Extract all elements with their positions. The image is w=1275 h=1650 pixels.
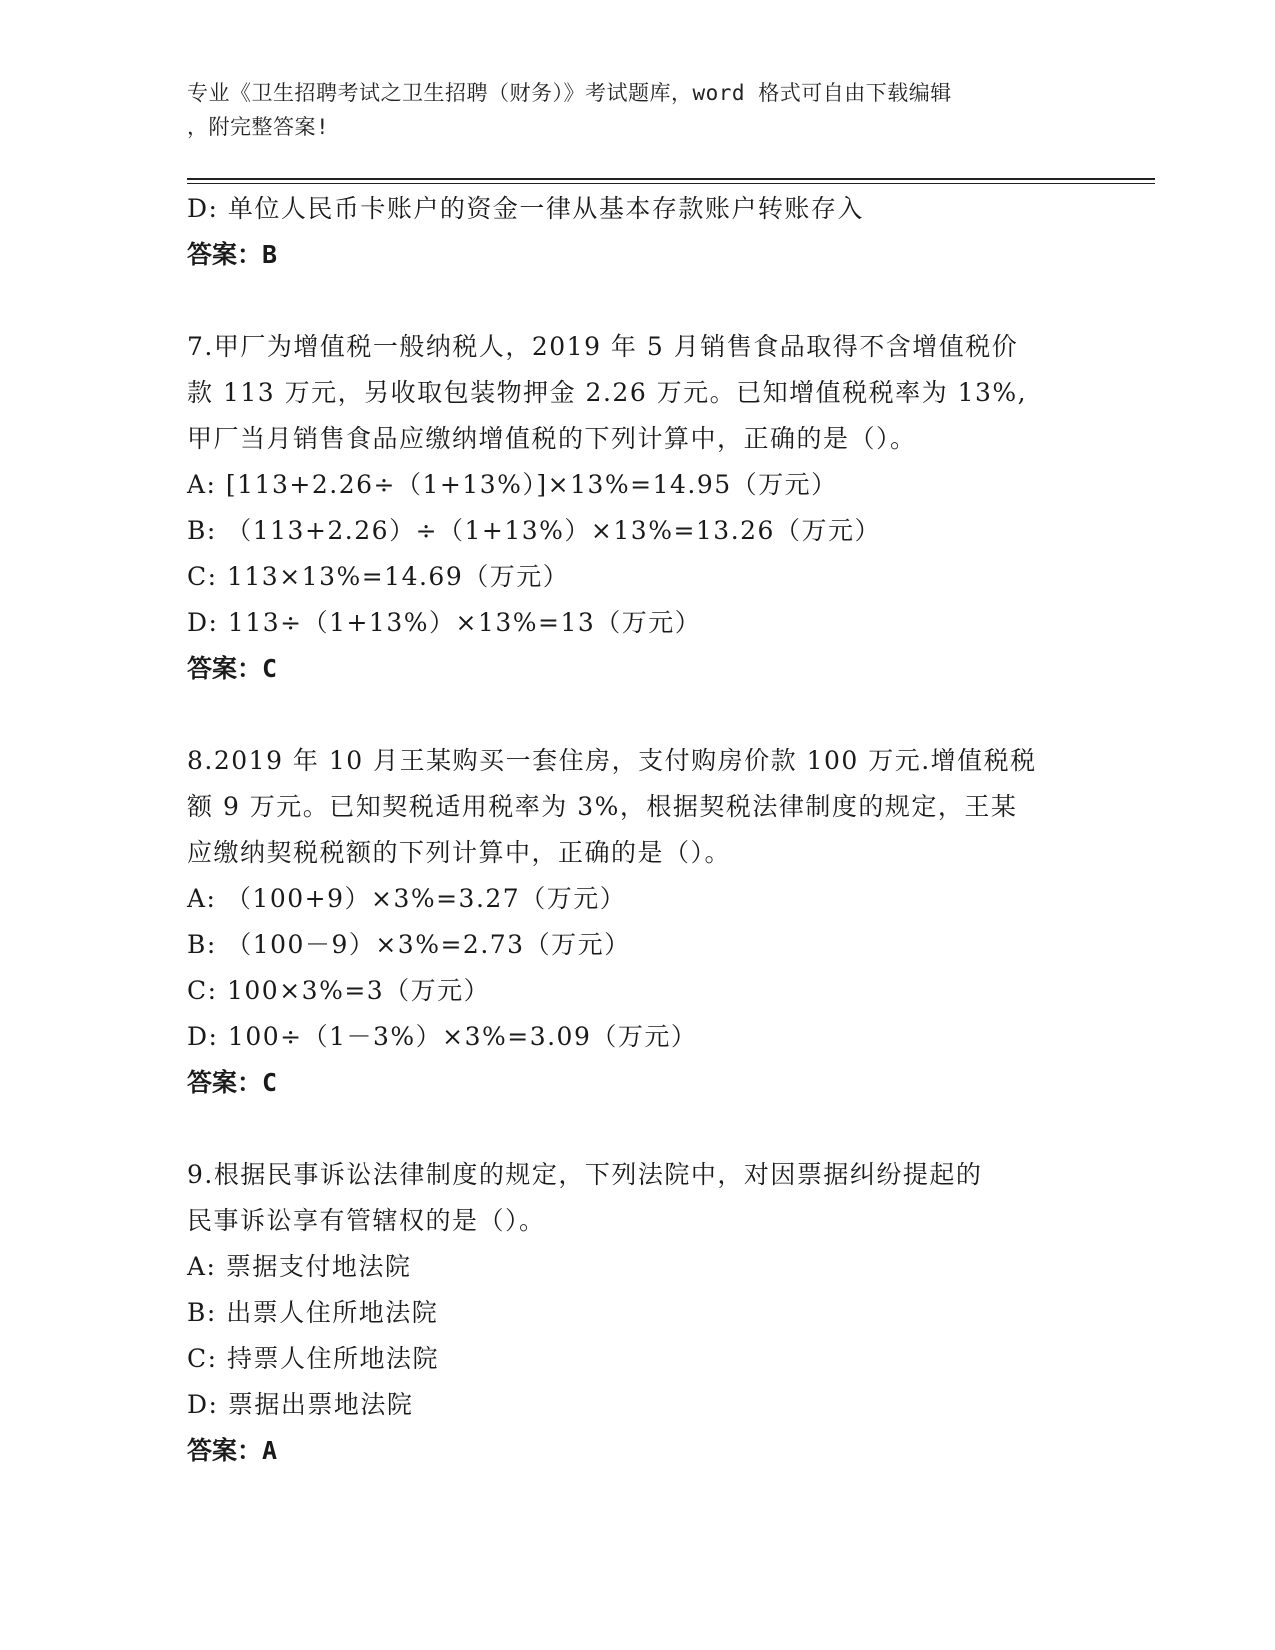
option-d: D: 100÷（1－3%）×3%=3.09（万元） (187, 1022, 698, 1051)
option-a: A: [113+2.26÷（1+13%）]×13%=14.95（万元） (187, 470, 838, 499)
question-content (187, 186, 1087, 1474)
question-stem: 9.根据民事诉讼法律制度的规定，下列法院中，对因票据纠纷提起的 (187, 1160, 983, 1189)
question-7 (187, 324, 1087, 692)
option-d: D: 单位人民币卡账户的资金一律从基本存款账户转账存入 (187, 194, 864, 223)
option-b: B: （113+2.26）÷（1+13%）×13%=13.26（万元） (187, 516, 881, 545)
question-6-tail (187, 186, 1087, 278)
answer: 答案：B (187, 240, 278, 269)
header-divider-thin (187, 183, 1155, 184)
header-line: 专业《卫生招聘考试之卫生招聘（财务）》考试题库，word 格式可自由下载编辑 (187, 81, 952, 105)
question-8 (187, 738, 1087, 1106)
question-stem: 民事诉讼享有管辖权的是（）。 (187, 1206, 546, 1235)
option-a: A: 票据支付地法院 (187, 1252, 412, 1281)
question-stem: 额 9 万元。已知契税适用税率为 3%，根据契税法律制度的规定，王某 (187, 792, 1018, 821)
header-line: ，附完整答案! (187, 115, 330, 139)
page-header (187, 76, 1077, 144)
answer: 答案：A (187, 1436, 278, 1465)
question-stem: 8.2019 年 10 月王某购买一套住房，支付购房价款 100 万元.增值税税 (187, 746, 1037, 775)
question-stem: 款 113 万元，另收取包装物押金 2.26 万元。已知增值税税率为 13%, (187, 378, 1028, 407)
question-stem: 7.甲厂为增值税一般纳税人，2019 年 5 月销售食品取得不含增值税价 (187, 332, 1019, 361)
question-stem: 甲厂当月销售食品应缴纳增值税的下列计算中，正确的是（）。 (187, 424, 917, 453)
option-c: C: 100×3%=3（万元） (187, 976, 491, 1005)
option-d: D: 票据出票地法院 (187, 1390, 414, 1419)
option-d: D: 113÷（1+13%）×13%=13（万元） (187, 608, 702, 637)
option-a: A: （100+9）×3%=3.27（万元） (187, 884, 627, 913)
question-9 (187, 1152, 1087, 1474)
answer: 答案：C (187, 654, 278, 683)
question-stem: 应缴纳契税税额的下列计算中，正确的是（）。 (187, 838, 732, 867)
option-c: C: 持票人住所地法院 (187, 1344, 439, 1373)
option-b: B: 出票人住所地法院 (187, 1298, 439, 1327)
option-c: C: 113×13%=14.69（万元） (187, 562, 570, 591)
header-divider (187, 178, 1155, 180)
answer: 答案：C (187, 1068, 278, 1097)
option-b: B: （100－9）×3%=2.73（万元） (187, 930, 631, 959)
